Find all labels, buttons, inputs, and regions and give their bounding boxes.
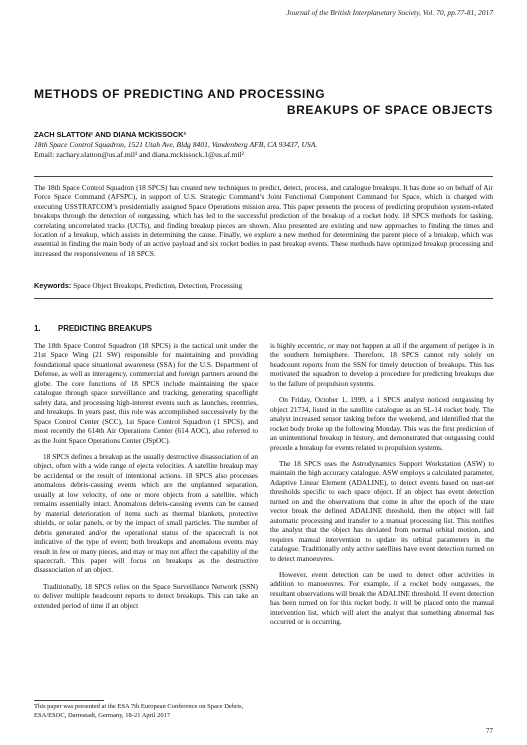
section-heading bbox=[34, 324, 152, 333]
paragraph: 18 SPCS defines a breakup as the usually destructive disassociation of an object, often with a wide range of ejecta velocities. A satellite breakup may be accidental or the result of intentional actions. 18 SPCS also processes anomalous debris-causing events which are the unplanned separation, usually at low velocity, of one or more objects from a satellite, which remains essentially intact. Anomalous debris-causing events can be caused by material deterioration of items such as thermal blankets, protective shields, or solar panels, or by the impact of small particles. The number of debris generated and/or the operational status of the spacecraft is not indicative of the type of event; both breakups and anomalous events may result in few or many pieces, and may or may not affect the capability of the spacecraft. This paper will focus on breakups as the destructive disassociation of an object. bbox=[34, 451, 258, 575]
author-names: ZACH SLATTON¹ AND DIANA MCKISSOCK² bbox=[34, 130, 186, 139]
footnote-rule bbox=[34, 700, 104, 701]
section-number: 1. bbox=[34, 324, 41, 333]
paragraph: However, event detection can be used to detect other activities in addition to manoeuvres. For example, if a rocket body outgasses, the resultant observations will break the ADALINE threshold. If event detection has been turned on for this rocket body, it will be placed onto the manual intervention list, which will alert the analyst that something abnormal has occurred or is occurring. bbox=[270, 569, 494, 627]
journal-header: Journal of the British Interplanetary Society, Vol. 70, pp.77-81, 2017 bbox=[286, 8, 493, 17]
title-line-1: METHODS OF PREDICTING AND PROCESSING bbox=[34, 87, 326, 101]
section-title: PREDICTING BREAKUPS bbox=[58, 324, 153, 333]
footnote: This paper was presented at the ESA 7th European Conference on Space Debris, ESA/ESOC, Darmstadt, Germany, 18-21 April 2017 bbox=[34, 703, 244, 719]
paragraph: The 18 SPCS uses the Astrodynamics Support Workstation (ASW) to maintain the high accuracy catalogue. ASW employs a calculated parameter, Adaptive Linear Element (ADALINE), to detect events based on user-set thresholds specific to each space object. If an object has event detection turned on and the observations that come in after the epoch of the state vector break the defined ADALINE threshold, then the object will fail automatic processing and transfer to a manual processing list. This notifies the analyst that the object has deviated from normal orbital motion, and requires manual intervention to update its orbital parameters in the catalogue. Traditionally only active satellites have event detection turned on to detect manoeuvres. bbox=[270, 458, 494, 563]
keywords-label: Keywords: bbox=[34, 281, 72, 290]
abstract: The 18th Space Control Squadron (18 SPCS) has created new techniques to predict, detect, process, and catalogue breakups. It has done so on behalf of Air Force Space Command (AFSPC), in support of U.S. Strategic Command’s Joint Functional Component Command for Space, which is charged with executing USSTRATCOM’s presidentially assigned Space Operations mission area. This paper presents the process of predicting propulsion system-related breakups through the detection of outgassing, which has led to the successful prediction of the breakup of a rocket body. 18 SPCS methods for tasking, correlating uncorrelated tracks (UCTs), and finding breakup pieces are shown. Also presented are existing and new approaches to finding the times and location of a breakup, which assists in determining the cause. Finally, we explore a new method for determining the parent piece of a breakup, which was essential in finding the main body of an active payload and six rocket bodies in past breakup events. These methods have optimized breakup processing and increased the responsiveness of 18 SPCS. bbox=[34, 183, 493, 258]
paragraph: On Friday, October 1, 1999, a 1 SPCS analyst noticed outgassing by object 21734, listed in the satellite catalogue as an SL-14 rocket body. The analyst increased sensor tasking before the weekend, and identified that the rocket body broke up the following Monday. This was the first prediction of an unintentional breakup in history, and demonstrated that outgassing could precede a breakup for events related to propulsion systems. bbox=[270, 395, 494, 452]
right-column bbox=[270, 341, 494, 634]
keywords-text: Space Object Breakups, Prediction, Detection, Processing bbox=[73, 281, 243, 290]
abstract-bottom-rule bbox=[34, 298, 493, 299]
left-column bbox=[34, 341, 258, 617]
page-number: 77 bbox=[486, 727, 493, 735]
paper-title bbox=[34, 86, 493, 118]
title-line-2: BREAKUPS OF SPACE OBJECTS bbox=[286, 103, 493, 117]
abstract-top-rule bbox=[34, 176, 493, 177]
author-block bbox=[34, 130, 493, 159]
author-affiliation: 18th Space Control Squadron, 1521 Utah Ave, Bldg 8401, Vandenberg AFB, CA 93437, USA. bbox=[34, 139, 318, 149]
author-email: Email: zachary.slatton@us.af.mil¹ and diana.mckissock.1@us.af.mil² bbox=[34, 149, 244, 159]
paragraph: is highly eccentric, or may not happen at all if the argument of perigee is in the southern hemisphere. Therefore, 18 SPCS cannot rely solely on headcount reports from the SSN for timely detection of breakups. This has motivated the squadron to develop a procedure for predicting breakups due to the failure of propulsion systems. bbox=[270, 341, 494, 388]
keywords bbox=[34, 281, 493, 290]
paragraph: The 18th Space Control Squadron (18 SPCS) is the tactical unit under the 21st Space Wing (21 SW) responsible for maintaining and providing foundational space situational awareness (SSA) for the U.S. Department of Defense, as well as interagency, commercial and foreign partners around the globe. The core functions of 18 SPCS include maintaining the space catalogue through space surveillance and tracking, generating spaceflight safety data, and processing high-interest events such as launches, reentries, and breakups. In years past, this role was accomplished successively by the Space Control Center (SCC), 1st Space Control Squadron (1 SPCS), and most recently the 614th Air Operations Center (614 AOC), also referred to as the Joint Space Operations Center (JSpOC). bbox=[34, 341, 258, 445]
paragraph: Traditionally, 18 SPCS relies on the Space Surveillance Network (SSN) to deliver multiple headcount reports to detect breakups. This can take an extended period of time if an object bbox=[34, 581, 258, 610]
